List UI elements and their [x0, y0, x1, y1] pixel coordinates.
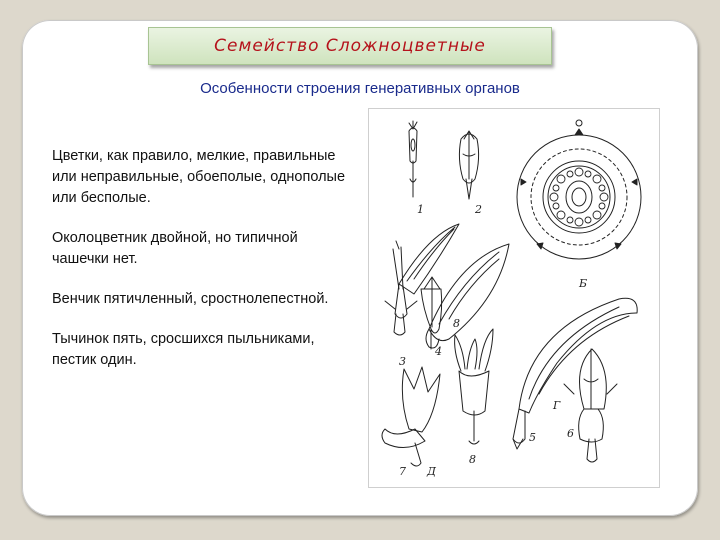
floral-diagram	[517, 120, 641, 259]
label-6: 6	[567, 427, 574, 440]
paragraph-stamens: Тычинок пять, сросшихся пыльниками, пестик один.	[52, 331, 315, 368]
label-7: 7	[399, 465, 406, 478]
flower-7	[382, 367, 440, 466]
label-8-upper: 8	[453, 317, 460, 330]
slide-title: Семейство Сложноцветные	[214, 36, 486, 56]
flower-8-upper	[426, 244, 509, 348]
botanical-illustration	[368, 108, 660, 488]
label-g: Г	[553, 399, 561, 412]
flower-2	[459, 131, 478, 199]
label-b: Б	[579, 277, 588, 290]
flower-4	[421, 277, 442, 349]
paragraph-corolla: Венчик пятичленный, сростнолепестной.	[52, 291, 329, 307]
slide-subtitle: Особенности строения генеративных органов	[200, 80, 520, 97]
label-3: 3	[399, 355, 406, 368]
paragraph-flowers: Цветки, как правило, мелкие, правильные или неправильные, обоеполые, однополые или бесполые.	[52, 148, 346, 206]
flower-drawing	[369, 109, 659, 487]
label-8-lower: 8	[469, 453, 476, 466]
flower-5	[513, 298, 637, 449]
description-text	[52, 146, 352, 390]
title-banner	[148, 27, 552, 65]
label-2: 2	[475, 203, 482, 216]
label-d: Д	[427, 465, 436, 478]
label-1: 1	[417, 203, 424, 216]
flower-1	[409, 121, 417, 197]
label-5: 5	[529, 431, 536, 444]
flower-3	[385, 224, 459, 335]
paragraph-perianth: Околоцветник двойной, но типичной чашечки нет.	[52, 230, 298, 267]
label-4: 4	[435, 345, 442, 358]
flower-6	[564, 349, 617, 462]
flower-8-lower	[455, 329, 493, 444]
